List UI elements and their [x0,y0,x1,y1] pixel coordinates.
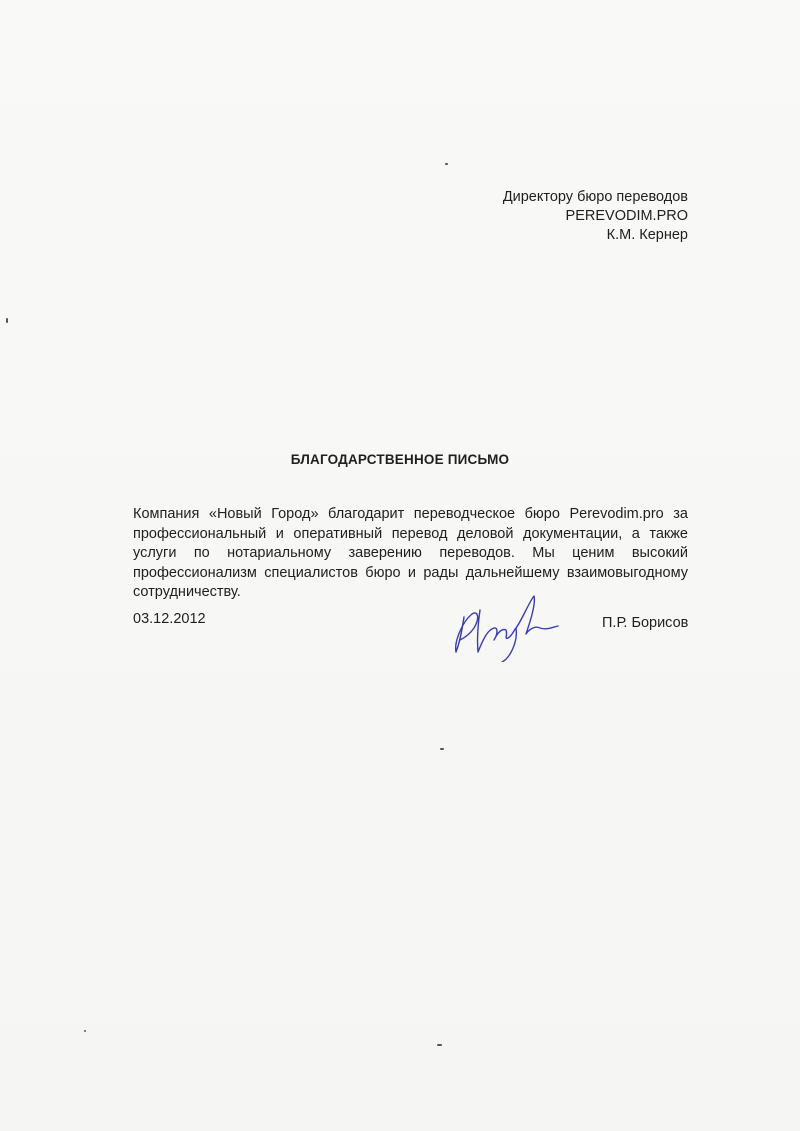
signer-name: П.Р. Борисов [602,615,689,631]
letter-date: 03.12.2012 [133,611,206,627]
recipient-line-2: PEREVODIM.PRO [565,208,688,224]
scan-speck [440,748,444,750]
recipient-line-3: К.М. Кернер [606,227,688,243]
scan-speck [6,318,8,323]
scan-speck [445,163,448,165]
letter-body: Компания «Новый Город» благодарит переводческое бюро Perevodim.pro за профессиональный и оперативный перевод деловой документации, а также услуги по нотариальному заверению переводов. Мы ценим высокий профессионализм специалистов бюро и рады дальнейшему взаимовыгодному сотрудничеству. [133,506,688,600]
letter-title: БЛАГОДАРСТВЕННОЕ ПИСЬМО [290,452,510,467]
scan-speck [84,1030,86,1032]
scan-speck [437,1044,442,1046]
handwritten-signature [450,592,565,662]
recipient-block [503,188,688,245]
recipient-line-1: Директору бюро переводов [502,189,688,205]
